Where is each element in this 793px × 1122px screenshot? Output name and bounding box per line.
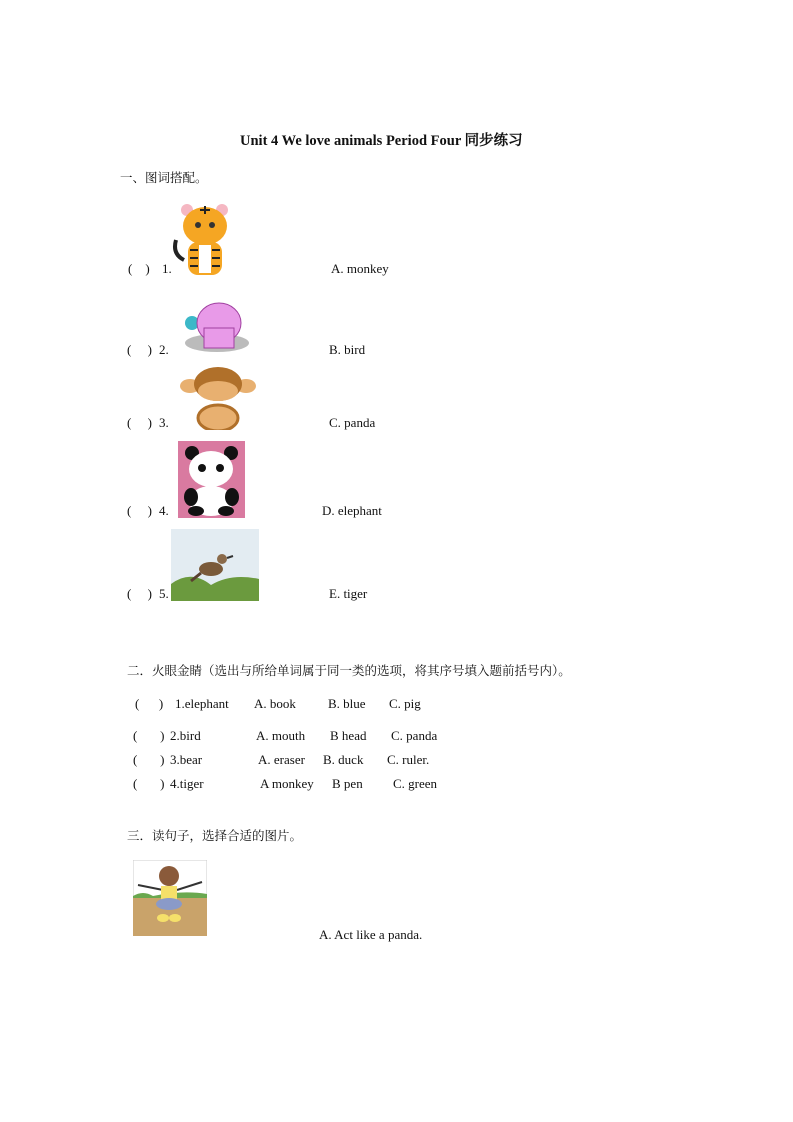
choice-a: A. book	[254, 696, 296, 711]
choice-b: B pen	[332, 776, 363, 791]
answer-blank[interactable]: ( )	[133, 728, 165, 743]
section1-heading: 一、图词搭配。	[120, 170, 208, 185]
option-e: E. tiger	[329, 586, 368, 601]
blank-2[interactable]: ( )	[127, 342, 152, 357]
question-word: 3.bear	[170, 752, 203, 767]
option-a: A. monkey	[331, 261, 389, 276]
choice-c: C. ruler.	[387, 752, 430, 767]
question-word: 1.elephant	[175, 696, 229, 711]
page-title: Unit 4 We love animals Period Four 同步练习	[240, 133, 523, 149]
item-number-5: 5.	[159, 586, 169, 601]
answer-blank[interactable]: ( )	[133, 752, 165, 767]
item-number-3: 3.	[159, 415, 169, 430]
blank-5[interactable]: ( )	[127, 586, 152, 601]
tiger-image	[172, 200, 238, 277]
choice-c: C. pig	[389, 696, 421, 711]
section3-heading: 三．读句子，选择合适的图片。	[127, 828, 303, 843]
panda-image	[178, 441, 245, 518]
elephant-image	[172, 298, 260, 356]
item-number-2: 2.	[159, 342, 169, 357]
option-a-act-like-panda: A. Act like a panda.	[319, 927, 423, 942]
question-word: 2.bird	[170, 728, 201, 743]
choice-b: B. duck	[323, 752, 364, 767]
choice-b: B. blue	[328, 696, 366, 711]
option-c: C. panda	[329, 415, 376, 430]
option-b: B. bird	[329, 342, 366, 357]
choice-a: A. mouth	[256, 728, 306, 743]
item-number-1: 1.	[162, 261, 172, 276]
choice-a: A monkey	[260, 776, 314, 791]
choice-c: C. panda	[391, 728, 438, 743]
item-number-4: 4.	[159, 503, 169, 518]
bird-image	[171, 529, 259, 601]
question-word: 4.tiger	[170, 776, 204, 791]
girl-dancing-image	[133, 860, 207, 936]
choice-c: C. green	[393, 776, 438, 791]
section2-heading: 二．火眼金睛（选出与所给单词属于同一类的选项，将其序号填入题前括号内）。	[127, 663, 571, 678]
blank-1[interactable]: ( )	[128, 261, 150, 276]
answer-blank[interactable]: ( )	[135, 696, 164, 711]
blank-3[interactable]: ( )	[127, 415, 152, 430]
answer-blank[interactable]: ( )	[133, 776, 165, 791]
choice-a: A. eraser	[258, 752, 305, 767]
blank-4[interactable]: ( )	[127, 503, 152, 518]
option-d: D. elephant	[322, 503, 382, 518]
choice-b: B head	[330, 728, 367, 743]
monkey-image	[178, 366, 258, 430]
